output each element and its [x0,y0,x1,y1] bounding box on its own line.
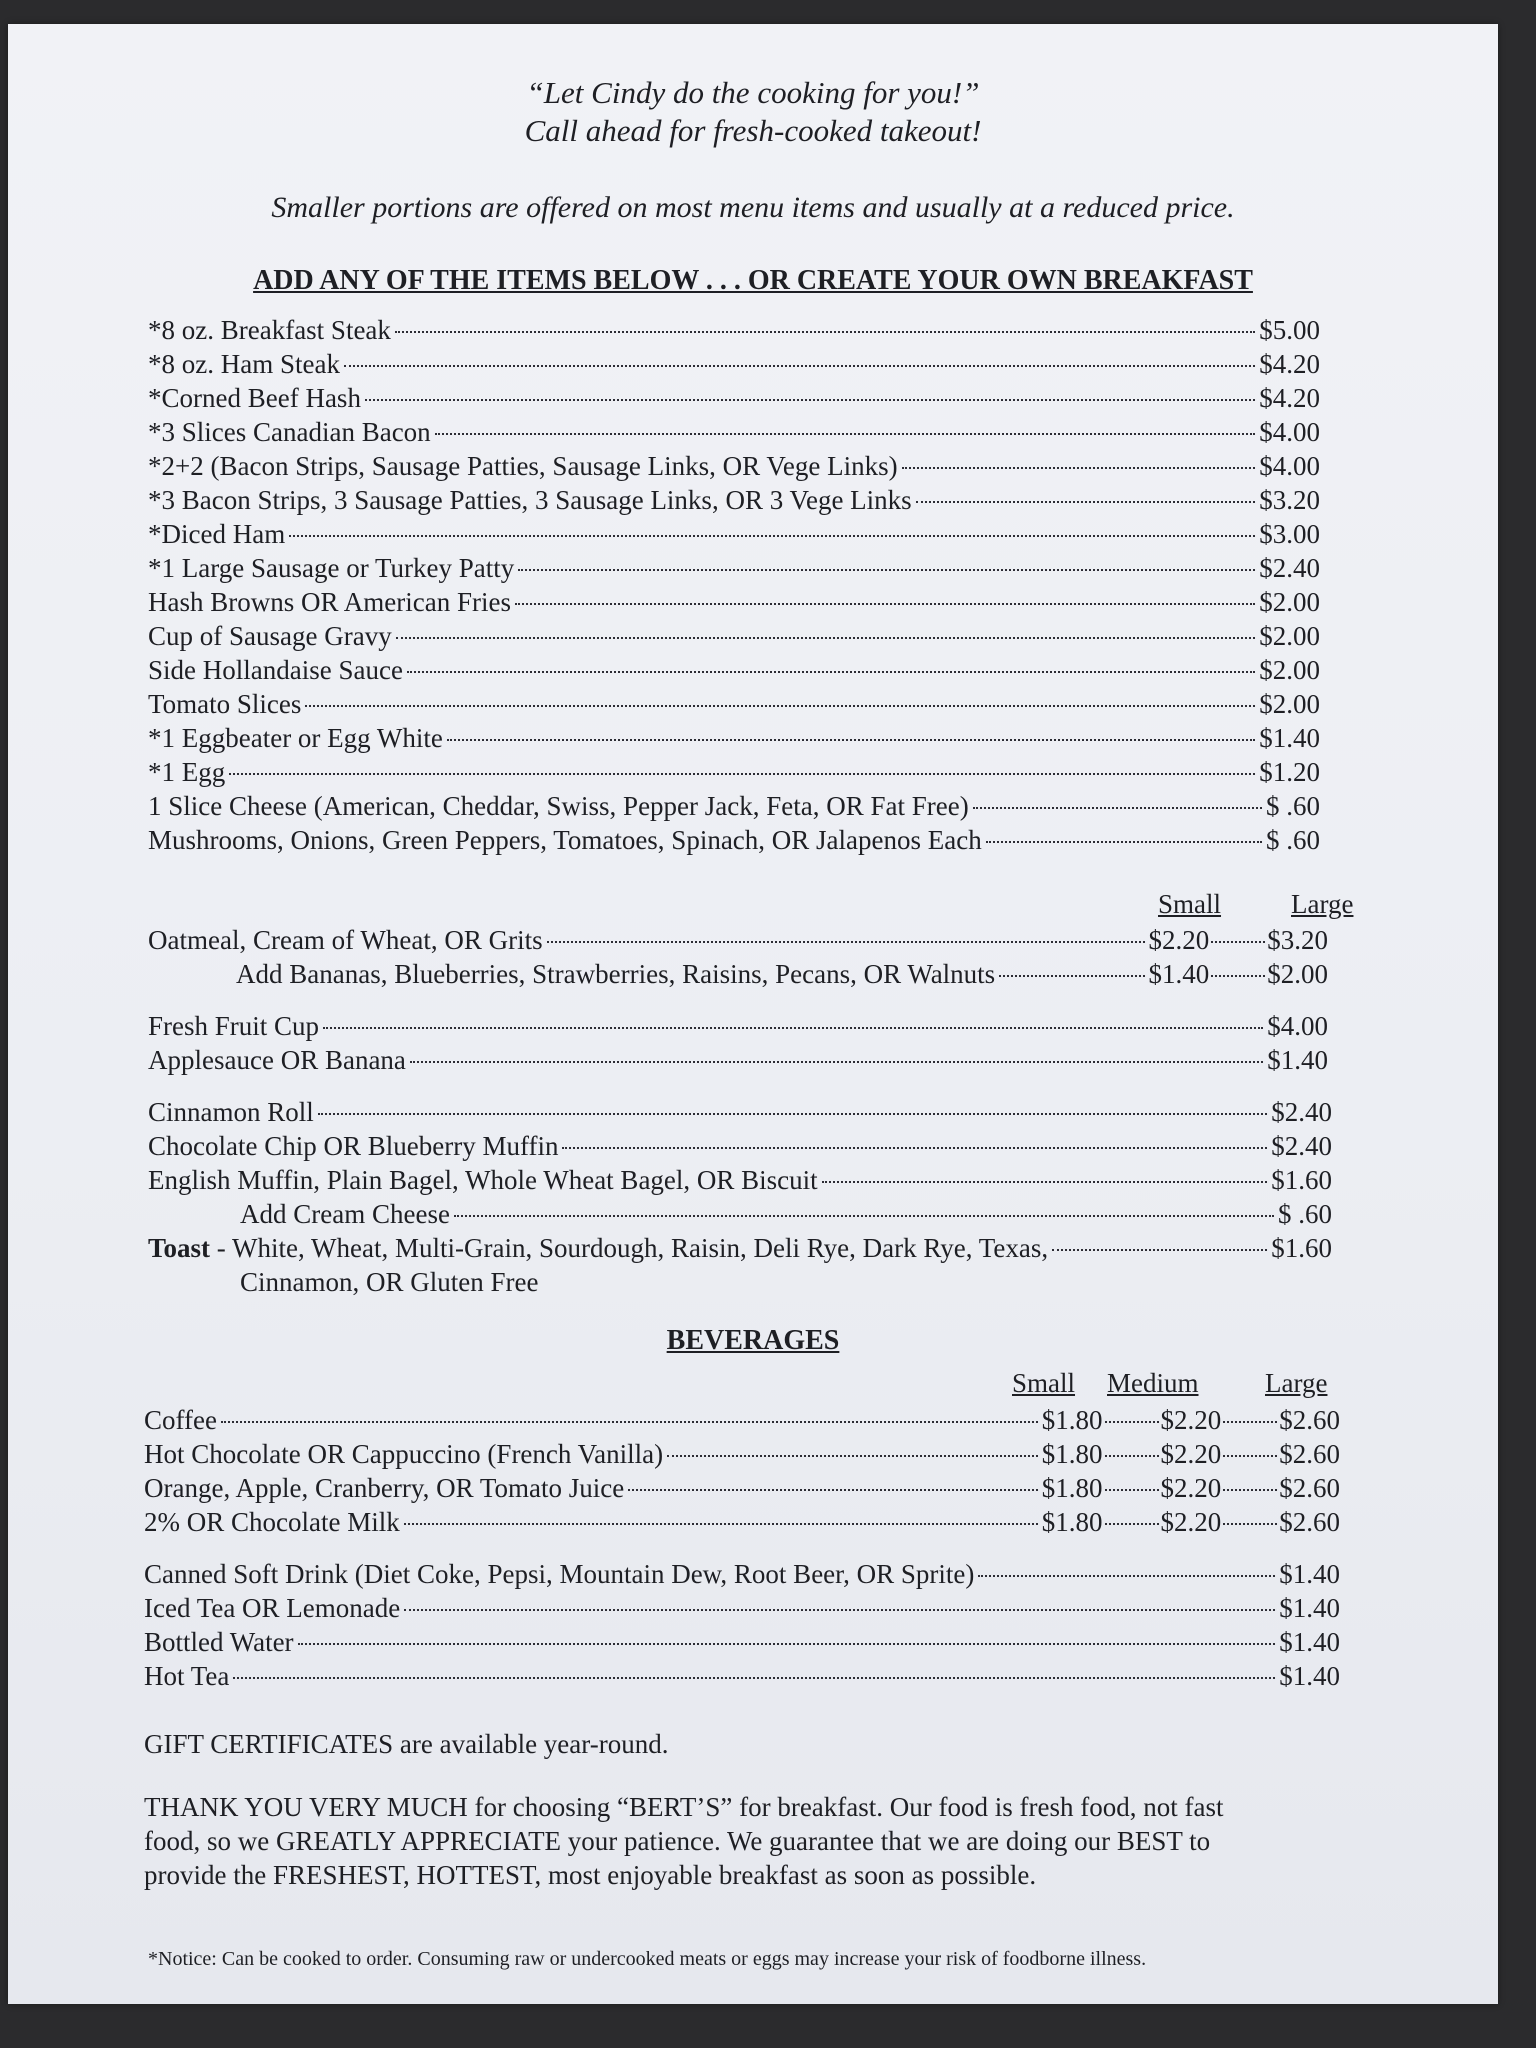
bev-col-medium: Medium [1107,1368,1199,1398]
item-price-large: $2.60 [1279,1473,1340,1503]
dot-leader [233,1677,1275,1679]
dot-leader [1105,1455,1159,1457]
menu-item [148,416,1320,448]
beverage-item [144,1404,1340,1436]
menu-item [148,314,1320,346]
item-price: $1.20 [1259,757,1320,787]
item-price-small: $1.80 [1041,1439,1103,1469]
item-label: Add Bananas, Blueberries, Strawberries, Raisins, Pecans, OR Walnuts [236,959,996,989]
item-price: $2.40 [1259,553,1320,583]
dot-leader [1211,975,1265,977]
dot-leader [902,467,1256,469]
item-label: *1 Egg [148,757,226,787]
beverages-title: BEVERAGES [666,1325,840,1356]
item-label: Mushrooms, Onions, Green Peppers, Tomatoes, Spinach, OR Jalapenos Each [148,825,982,855]
dot-leader [318,1113,1267,1115]
beverage-item [144,1592,1340,1624]
beverage-item [144,1472,1340,1504]
portions-note: Smaller portions are offered on most menu items and usually at a reduced price. [271,191,1235,224]
item-price: $1.60 [1271,1165,1332,1195]
dot-leader [404,1523,1038,1525]
dot-leader [978,1575,1275,1577]
item-price-small: $2.20 [1148,925,1210,955]
item-price-large: $2.60 [1279,1507,1340,1537]
item-label: Chocolate Chip OR Blueberry Muffin [148,1131,559,1161]
item-price: $4.00 [1267,1011,1328,1041]
menu-item [148,1044,1328,1076]
item-price-medium: $2.20 [1160,1405,1222,1435]
item-price: $2.40 [1271,1131,1332,1161]
beverage-item [144,1438,1340,1470]
menu-item [148,620,1320,652]
item-label: *2+2 (Bacon Strips, Sausage Patties, Sausage Links, OR Vege Links) [148,451,898,481]
addons-title: ADD ANY OF THE ITEMS BELOW . . . OR CREATE YOUR OWN BREAKFAST [253,265,1253,296]
gift-certificates-note: GIFT CERTIFICATES are available year-round. [144,1729,669,1759]
item-price-large: $2.00 [1267,959,1328,989]
dot-leader [973,807,1262,809]
thank-you-line-3: provide the FRESHEST, HOTTEST, most enjoyable breakfast as soon as possible. [144,1860,1037,1890]
call-ahead-text: Call ahead for fresh-cooked takeout! [524,113,982,148]
item-price-small: $1.80 [1041,1507,1103,1537]
item-price: $4.00 [1259,451,1320,481]
dot-leader [986,841,1262,843]
dot-leader [515,603,1255,605]
beverage-item [144,1626,1340,1658]
item-price-medium: $2.20 [1160,1507,1222,1537]
item-price: $1.40 [1279,1661,1340,1691]
item-price: $1.40 [1279,1627,1340,1657]
dot-leader [365,399,1255,401]
dot-leader [1223,1421,1277,1423]
menu-item [148,1010,1328,1042]
menu-item [148,382,1320,414]
menu-item [148,348,1320,380]
menu-item [148,552,1320,584]
dot-leader [435,433,1256,435]
toast-options-line2: Cinnamon, OR Gluten Free [240,1267,539,1297]
item-label: Iced Tea OR Lemonade [144,1593,401,1623]
item-label: *Corned Beef Hash [148,383,361,413]
item-label: 1 Slice Cheese (American, Cheddar, Swiss, Pepper Jack, Feta, OR Fat Free) [148,791,969,821]
cindy-quote: “Let Cindy do the cooking for you!” [526,75,980,110]
item-label: Add Cream Cheese [240,1199,450,1229]
menu-item [148,756,1320,788]
menu-item [236,958,1328,990]
item-price: $1.40 [1259,723,1320,753]
item-price-large: $2.60 [1279,1439,1340,1469]
dot-leader [1105,1421,1159,1423]
dot-leader [447,739,1255,741]
dot-leader [298,1643,1276,1645]
menu-item [148,518,1320,550]
dot-leader [1223,1523,1277,1525]
item-price-small: $1.80 [1041,1405,1103,1435]
menu-page [8,24,1498,2004]
dot-leader [404,1609,1275,1611]
item-label: Applesauce OR Banana [148,1045,406,1075]
dot-leader [410,1061,1263,1063]
menu-item [148,790,1320,822]
item-price-medium: $2.20 [1160,1473,1222,1503]
dot-leader [1223,1455,1277,1457]
dot-leader [1052,1249,1267,1251]
thank-you-line-2: food, so we GREATLY APPRECIATE your patience. We guarantee that we are doing our BEST to [144,1826,1211,1856]
menu-item [148,824,1320,856]
item-label: *1 Eggbeater or Egg White [148,723,443,753]
item-price: $1.40 [1267,1045,1328,1075]
dot-leader [305,705,1255,707]
menu-item [148,484,1320,516]
dot-leader [407,671,1255,673]
item-price: $4.20 [1259,349,1320,379]
item-price: $2.00 [1259,587,1320,617]
dot-leader [1211,941,1265,943]
item-price: $ .60 [1266,791,1320,821]
item-label: Coffee [144,1405,217,1435]
menu-item [148,1130,1332,1162]
menu-item [148,654,1320,686]
item-label: Cup of Sausage Gravy [148,621,392,651]
dot-leader [562,1147,1267,1149]
item-price: $1.40 [1279,1559,1340,1589]
cereal-col-small: Small [1158,889,1222,919]
item-label: Canned Soft Drink (Diet Coke, Pepsi, Mountain Dew, Root Beer, OR Sprite) [144,1559,975,1589]
menu-item [148,450,1320,482]
thank-you-line-1: THANK YOU VERY MUCH for choosing “BERT’S” for breakfast. Our food is fresh food, not fast [144,1792,1224,1822]
dot-leader [628,1489,1038,1491]
item-price-small: $1.80 [1041,1473,1103,1503]
menu-item [148,586,1320,618]
bev-col-small: Small [1012,1368,1076,1398]
item-label: Oatmeal, Cream of Wheat, OR Grits [148,925,543,955]
item-label: Hash Browns OR American Fries [148,587,511,617]
item-label: English Muffin, Plain Bagel, Whole Wheat Bagel, OR Biscuit [148,1165,818,1195]
item-label: Side Hollandaise Sauce [148,655,403,685]
dot-leader [229,773,1255,775]
toast-options: - White, Wheat, Multi-Grain, Sourdough, Raisin, Deli Rye, Dark Rye, Texas, [210,1233,1049,1263]
menu-item [240,1198,1332,1230]
beverage-item [144,1506,1340,1538]
item-price: $4.00 [1259,417,1320,447]
item-label: Fresh Fruit Cup [148,1011,320,1041]
item-price: $2.00 [1259,621,1320,651]
item-price: $1.40 [1279,1593,1340,1623]
dot-leader [344,365,1255,367]
dot-leader [396,637,1256,639]
beverage-item [144,1660,1340,1692]
item-price-small: $1.40 [1148,959,1210,989]
menu-item [148,1096,1332,1128]
dot-leader [1223,1489,1277,1491]
dot-leader [667,1455,1038,1457]
item-label: *3 Slices Canadian Bacon [148,417,431,447]
item-label: Hot Chocolate OR Cappuccino (French Vanilla) [144,1439,664,1469]
dot-leader [916,501,1256,503]
item-price: $2.40 [1271,1097,1332,1127]
dot-leader [221,1421,1038,1423]
dot-leader [395,331,1255,333]
item-label: Cinnamon Roll [148,1097,314,1127]
item-price-medium: $2.20 [1160,1439,1222,1469]
item-label: Tomato Slices [148,689,302,719]
dot-leader [547,941,1145,943]
beverage-item [144,1558,1340,1590]
bev-col-large: Large [1265,1368,1328,1398]
menu-item [148,688,1320,720]
item-label: Orange, Apple, Cranberry, OR Tomato Juice [144,1473,625,1503]
foodborne-notice: *Notice: Can be cooked to order. Consuming raw or undercooked meats or eggs may increase your risk of foodborne illness. [148,1948,1147,1970]
item-label: *1 Large Sausage or Turkey Patty [148,553,515,583]
dot-leader [999,975,1144,977]
dot-leader [1105,1523,1159,1525]
menu-item [148,1164,1332,1196]
item-price: $4.20 [1259,383,1320,413]
toast-label: Toast [148,1233,211,1263]
dot-leader [518,569,1255,571]
item-label: *8 oz. Ham Steak [148,349,340,379]
item-label: 2% OR Chocolate Milk [144,1507,400,1537]
dot-leader [323,1027,1263,1029]
item-label: *Diced Ham [148,519,286,549]
item-label: *3 Bacon Strips, 3 Sausage Patties, 3 Sausage Links, OR 3 Vege Links [148,485,912,515]
item-label: Bottled Water [144,1627,294,1657]
menu-item [148,924,1328,956]
item-price: $ .60 [1266,825,1320,855]
item-price: $3.20 [1259,485,1320,515]
item-price: $2.00 [1259,689,1320,719]
item-label: Hot Tea [144,1661,230,1691]
item-label: *8 oz. Breakfast Steak [148,315,391,345]
item-price-large: $3.20 [1267,925,1328,955]
toast-item [148,1232,1332,1264]
dot-leader [454,1215,1274,1217]
item-price-large: $2.60 [1279,1405,1340,1435]
item-price: $5.00 [1259,315,1320,345]
cereal-col-large: Large [1291,889,1354,919]
dot-leader [822,1181,1268,1183]
item-price: $3.00 [1259,519,1320,549]
dot-leader [1105,1489,1159,1491]
item-price: $2.00 [1259,655,1320,685]
item-price: $ .60 [1278,1199,1332,1229]
menu-item [148,722,1320,754]
item-price: $1.60 [1271,1233,1332,1263]
dot-leader [289,535,1255,537]
